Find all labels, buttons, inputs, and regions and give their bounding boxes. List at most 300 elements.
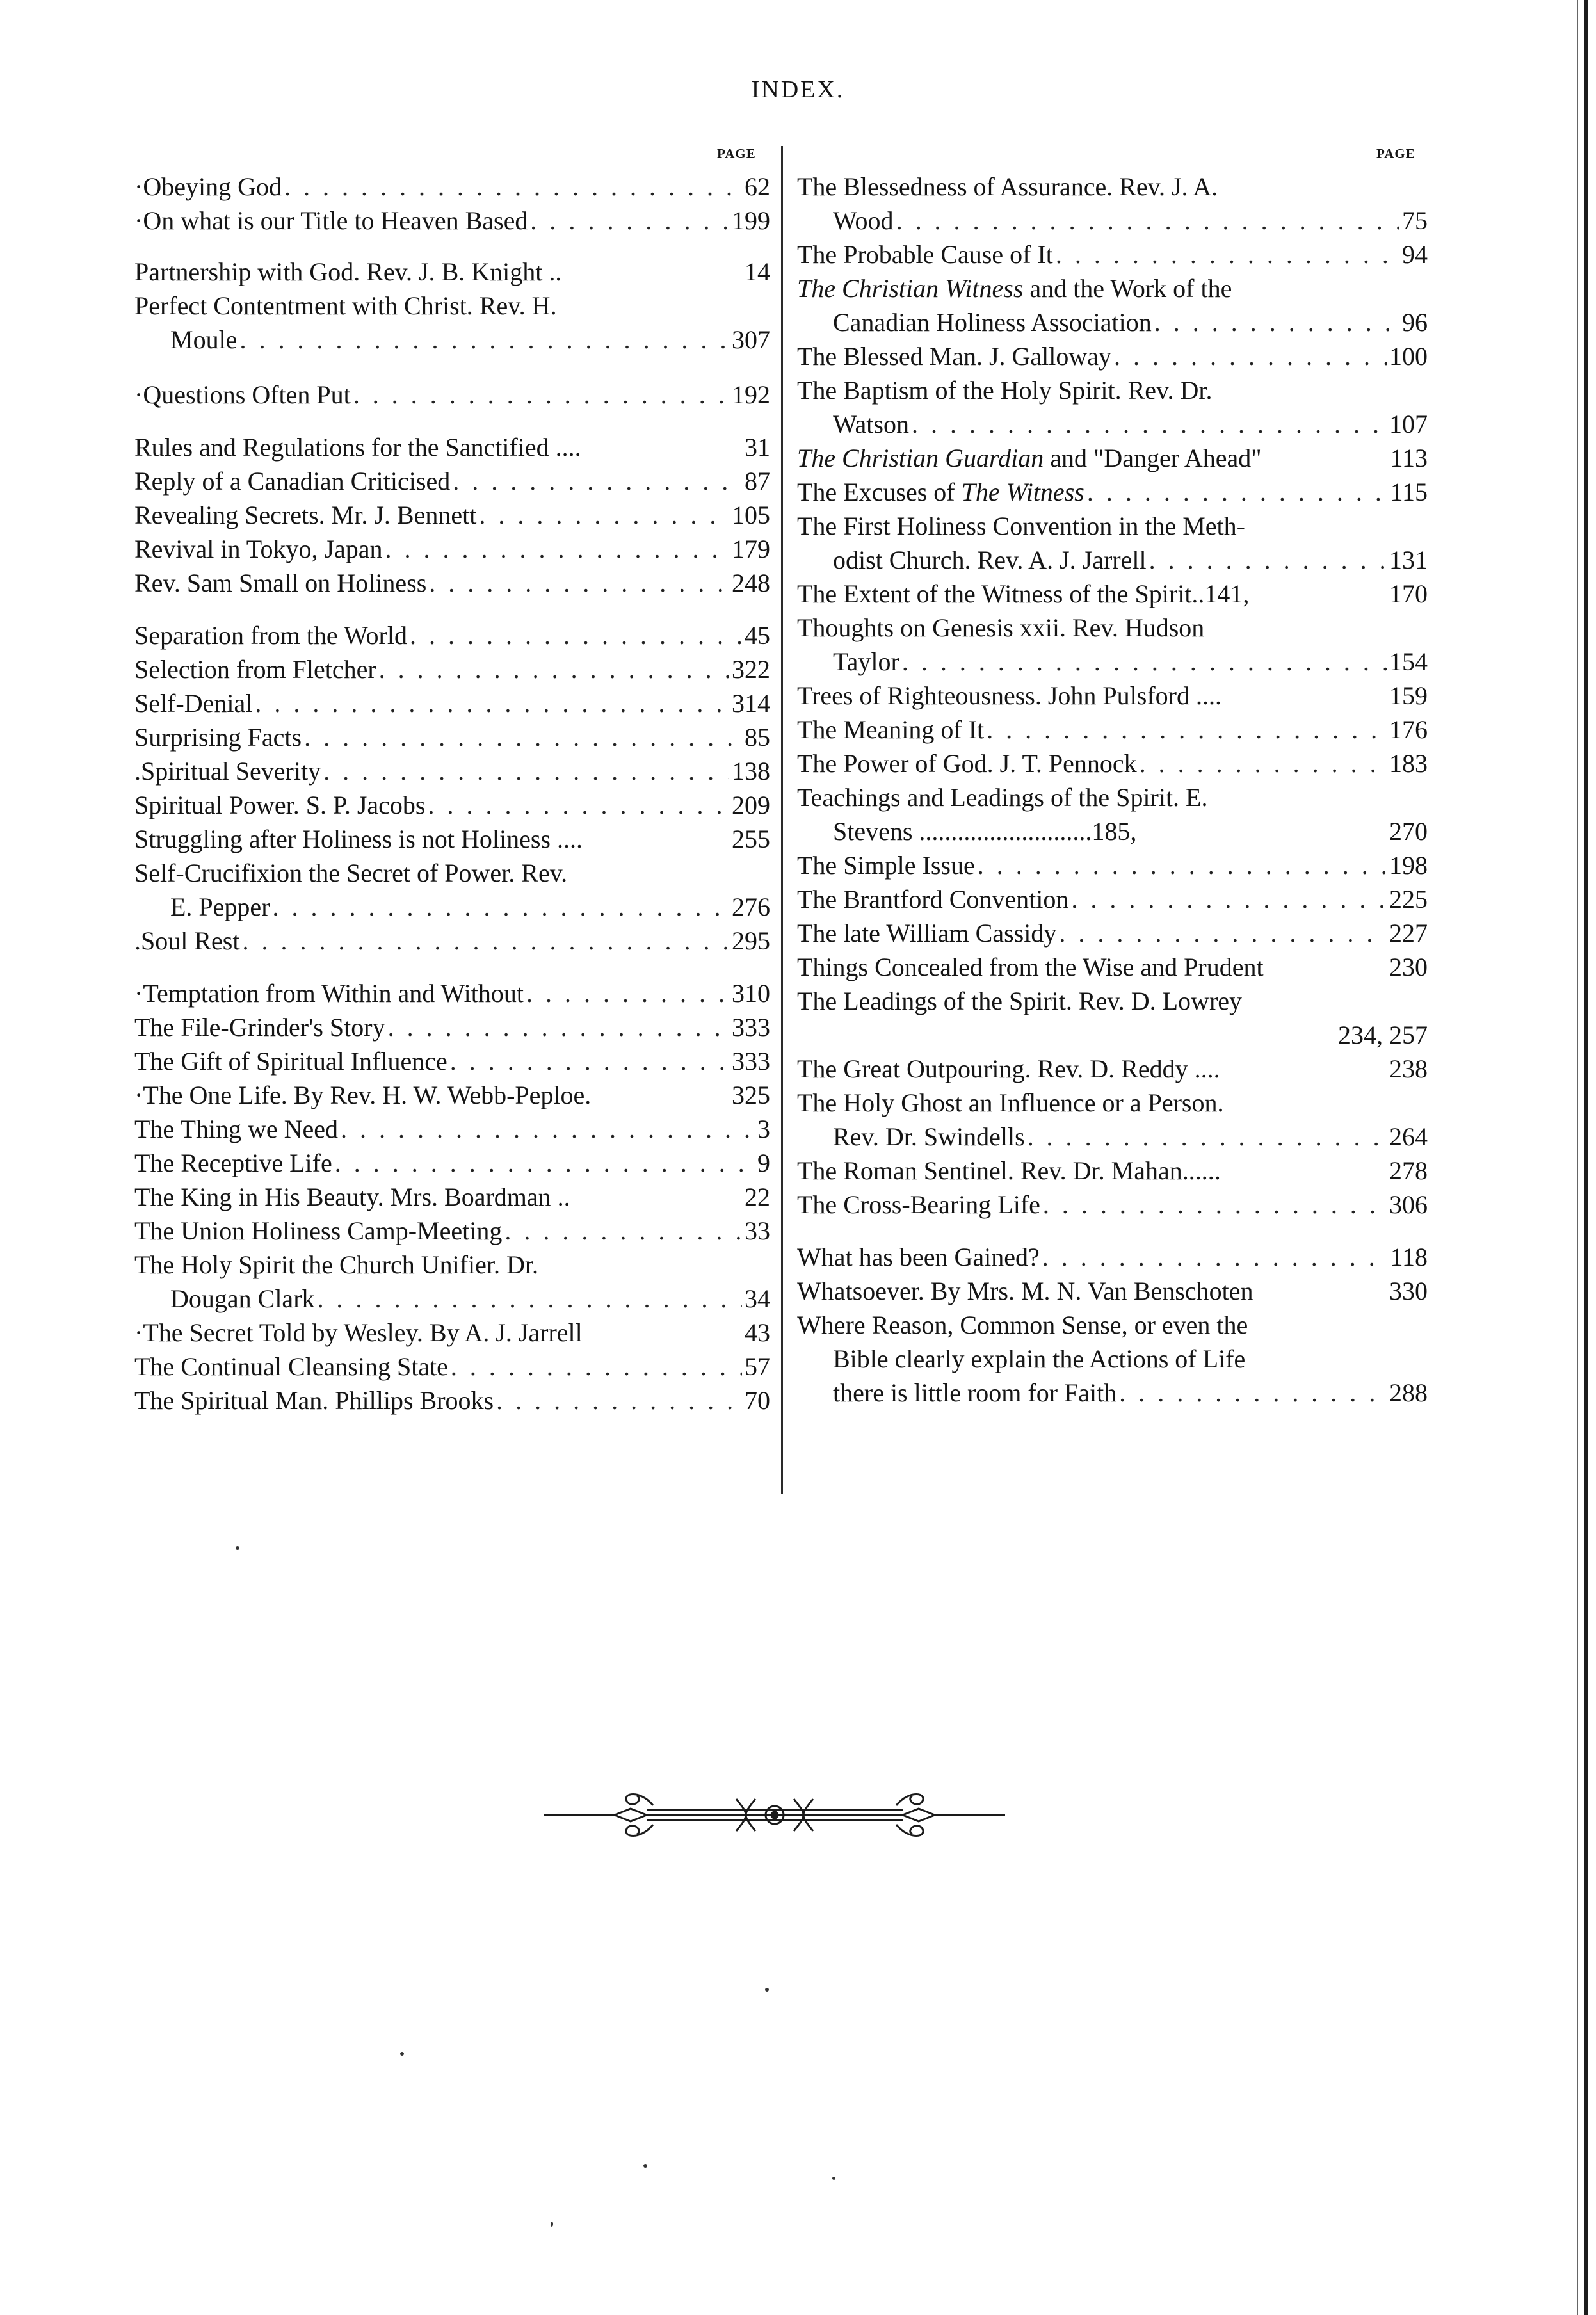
entry-title xyxy=(134,1078,591,1112)
entry-title xyxy=(797,950,1264,984)
entry-title xyxy=(797,814,1136,848)
entry-title-text: Dougan Clark xyxy=(170,1284,315,1313)
left-entry xyxy=(134,1180,770,1214)
page-edge-shadow xyxy=(1584,0,1588,2315)
entry-page-number: 14 xyxy=(745,257,770,286)
left-entry xyxy=(134,1214,770,1248)
right-entry xyxy=(797,814,1428,848)
entry-title-text: Self-Denial xyxy=(134,689,253,718)
column-divider xyxy=(781,146,783,1494)
left-entry xyxy=(134,856,770,890)
right-entry xyxy=(797,1086,1428,1120)
entry-title-text: Teachings and Leadings of the Spirit. E. xyxy=(797,783,1208,812)
entry-page-number: 333 xyxy=(732,1013,770,1042)
entry-title-text: The Extent of the Witness of the Spirit..141, xyxy=(797,579,1250,608)
entry-page-number: 3 xyxy=(757,1115,770,1143)
entry-title-text: The late William Cassidy xyxy=(797,919,1057,948)
entry-page-number: 227 xyxy=(1389,919,1428,948)
entry-page-number: 45 xyxy=(745,621,770,650)
dot-leader xyxy=(335,1146,755,1180)
right-entry xyxy=(797,441,1428,475)
entry-title-rest: and the Work of the xyxy=(1023,274,1232,303)
left-entry xyxy=(134,566,770,600)
right-entry xyxy=(797,407,1428,441)
right-entry xyxy=(797,271,1428,305)
right-entry xyxy=(797,645,1428,679)
speck xyxy=(551,2222,553,2227)
entry-title xyxy=(134,170,282,204)
entry-title xyxy=(134,686,252,720)
entry-title-text: The Simple Issue xyxy=(797,851,975,880)
entry-page-number: 100 xyxy=(1389,342,1428,371)
entry-title xyxy=(797,509,1245,543)
entry-title xyxy=(797,305,1152,339)
right-entry xyxy=(797,1018,1428,1052)
entry-page-number: 238 xyxy=(1389,1054,1428,1083)
entry-title xyxy=(134,788,425,822)
right-entry xyxy=(797,543,1428,577)
right-entry xyxy=(797,611,1428,645)
entry-title-text: What has been Gained? xyxy=(797,1243,1040,1271)
dot-leader xyxy=(1087,475,1388,509)
entry-title xyxy=(797,713,984,746)
left-entry xyxy=(134,464,770,498)
entry-title xyxy=(134,1350,448,1383)
entry-title-italic: The Christian Witness xyxy=(797,274,1024,303)
entry-title-text: .Soul Rest xyxy=(134,926,240,955)
entry-title xyxy=(797,1342,1245,1376)
entry-page-number: 70 xyxy=(745,1386,770,1415)
entry-page-number: 288 xyxy=(1389,1378,1428,1407)
entry-page-number: 34 xyxy=(745,1284,770,1313)
right-entry xyxy=(797,1154,1428,1188)
entry-title xyxy=(134,1282,315,1316)
dot-leader xyxy=(1140,746,1387,780)
entry-title-text: ·Questions Often Put xyxy=(134,380,351,409)
entry-title-text: Partnership with God. Rev. J. B. Knight .. xyxy=(134,257,562,286)
entry-page-number: 75 xyxy=(1402,206,1428,235)
entry-title-text: The First Holiness Convention in the Meth- xyxy=(797,512,1245,540)
entry-title xyxy=(134,566,426,600)
entry-title-text: Reply of a Canadian Criticised xyxy=(134,467,451,496)
right-entry xyxy=(797,509,1428,543)
left-entry xyxy=(134,1146,770,1180)
right-entry xyxy=(797,916,1428,950)
entry-title-text: Canadian Holiness Association xyxy=(833,308,1152,337)
entry-title-text: Selection from Fletcher xyxy=(134,655,376,684)
page-edge-line xyxy=(1577,0,1578,2315)
entry-page-number: 33 xyxy=(745,1216,770,1245)
entry-title xyxy=(134,532,383,566)
entry-title-text: E. Pepper xyxy=(170,892,270,921)
entry-page-number: 176 xyxy=(1389,715,1428,744)
speck xyxy=(643,2164,647,2168)
left-entry xyxy=(134,1112,770,1146)
dot-leader xyxy=(239,323,729,357)
entry-title-text: Self-Crucifixion the Secret of Power. Rev. xyxy=(134,859,568,887)
entry-title-text: Rev. Dr. Swindells xyxy=(833,1122,1025,1151)
entry-page-number: 264 xyxy=(1389,1122,1428,1151)
entry-title xyxy=(797,916,1056,950)
dot-leader xyxy=(530,204,729,238)
entry-title-text: The Great Outpouring. Rev. D. Reddy .... xyxy=(797,1054,1220,1083)
entry-title-text: ·The One Life. By Rev. H. W. Webb-Peploe. xyxy=(134,1081,592,1109)
right-entry xyxy=(797,950,1428,984)
entry-title-text: Taylor xyxy=(833,647,899,676)
left-entry xyxy=(134,652,770,686)
dot-leader xyxy=(379,652,729,686)
entry-title-text: The Power of God. J. T. Pennock xyxy=(797,749,1137,778)
entry-page-number: 330 xyxy=(1389,1277,1428,1305)
entry-title-text: The Brantford Convention xyxy=(797,885,1069,914)
right-entry xyxy=(797,170,1428,204)
right-entry xyxy=(797,882,1428,916)
right-entry xyxy=(797,1120,1428,1154)
entry-title xyxy=(797,1052,1220,1086)
entry-title xyxy=(797,1376,1116,1410)
right-entry xyxy=(797,577,1428,611)
entry-title-text: ·Temptation from Within and Without xyxy=(134,979,524,1008)
dot-leader xyxy=(451,1350,742,1383)
entry-title xyxy=(797,882,1068,916)
left-entry xyxy=(134,1078,770,1112)
entry-title-text: The Blessedness of Assurance. Rev. J. A. xyxy=(797,172,1218,201)
entry-title xyxy=(134,856,567,890)
entry-title xyxy=(797,170,1218,204)
entry-page-number: 170 xyxy=(1389,579,1428,608)
entry-page-number: 107 xyxy=(1389,410,1428,439)
entry-title xyxy=(134,618,407,652)
dot-leader xyxy=(242,924,729,958)
right-entry xyxy=(797,339,1428,373)
right-entry xyxy=(797,1052,1428,1086)
dot-leader xyxy=(526,976,729,1010)
entry-title-text: The Holy Spirit the Church Unifier. Dr. xyxy=(134,1250,539,1279)
entry-title xyxy=(797,1240,1040,1274)
entry-title xyxy=(797,848,975,882)
entry-page-number: 115 xyxy=(1390,478,1428,506)
dot-leader xyxy=(1114,339,1387,373)
left-entry xyxy=(134,289,770,323)
entry-page-number: 310 xyxy=(732,979,770,1008)
dot-leader xyxy=(978,848,1387,882)
right-entry xyxy=(797,373,1428,407)
dot-leader xyxy=(429,566,729,600)
dot-leader xyxy=(912,407,1387,441)
speck xyxy=(832,2177,835,2180)
left-entry xyxy=(134,924,770,958)
entry-title xyxy=(797,645,899,679)
entry-title xyxy=(134,1248,538,1282)
speck xyxy=(236,1546,239,1550)
entry-title-text: The Receptive Life xyxy=(134,1149,332,1177)
entry-title xyxy=(134,1214,502,1248)
entry-title xyxy=(797,238,1053,271)
page-title: INDEX. xyxy=(751,76,845,103)
entry-title xyxy=(797,204,894,238)
right-entry xyxy=(797,1308,1428,1342)
entry-title-text: The Holy Ghost an Influence or a Person. xyxy=(797,1088,1224,1117)
entry-page-number: 113 xyxy=(1390,444,1428,472)
entry-title-text: Where Reason, Common Sense, or even the xyxy=(797,1311,1248,1339)
speck xyxy=(765,1988,769,1992)
dot-leader xyxy=(255,686,729,720)
entry-title-text: The Baptism of the Holy Spirit. Rev. Dr. xyxy=(797,376,1213,405)
entry-title xyxy=(134,1010,385,1044)
right-entry xyxy=(797,204,1428,238)
left-entry xyxy=(134,1248,770,1282)
entry-title-text: .Spiritual Severity xyxy=(134,757,321,786)
dot-leader xyxy=(450,1044,729,1078)
entry-page-number: 209 xyxy=(732,791,770,819)
entry-page-number: 43 xyxy=(745,1318,770,1347)
left-entry xyxy=(134,430,770,464)
entry-title xyxy=(134,1044,447,1078)
left-entry xyxy=(134,1350,770,1383)
left-entry xyxy=(134,822,770,856)
entry-title-italic: The Christian Guardian xyxy=(797,444,1044,472)
dot-leader xyxy=(1043,1188,1387,1222)
entry-page-number: 314 xyxy=(732,689,770,718)
dot-leader xyxy=(1028,1120,1387,1154)
entry-title-rest: and "Danger Ahead" xyxy=(1044,444,1262,472)
entry-title-text: Moule xyxy=(170,325,238,354)
ornament-flourish xyxy=(544,1780,1005,1850)
entry-title-text: Wood xyxy=(833,206,894,235)
dot-leader xyxy=(273,890,729,924)
entry-title-text: The Leadings of the Spirit. Rev. D. Lowrey xyxy=(797,987,1243,1015)
entry-title-text: The Gift of Spiritual Influence xyxy=(134,1047,447,1076)
left-entry xyxy=(134,323,770,357)
left-entry xyxy=(134,378,770,412)
entry-title xyxy=(797,780,1207,814)
entry-page-number: 198 xyxy=(1389,851,1428,880)
entry-page-number: 131 xyxy=(1389,545,1428,574)
entry-page-number: 295 xyxy=(732,926,770,955)
entry-title-text: Trees of Righteousness. John Pulsford .... xyxy=(797,681,1221,710)
entry-title-text: The Thing we Need xyxy=(134,1115,339,1143)
dot-leader xyxy=(323,754,729,788)
entry-page-number: 276 xyxy=(732,892,770,921)
left-entry xyxy=(134,720,770,754)
entry-title-text: Surprising Facts xyxy=(134,723,302,752)
entry-page-number: 322 xyxy=(732,655,770,684)
entry-title-text: The Continual Cleansing State xyxy=(134,1352,448,1381)
entry-title xyxy=(134,1383,494,1417)
entry-page-number: 270 xyxy=(1389,817,1428,846)
right-entry xyxy=(797,848,1428,882)
dot-leader xyxy=(1149,543,1387,577)
entry-title-text: ·The Secret Told by Wesley. By A. J. Jarrell xyxy=(134,1318,583,1347)
entry-title xyxy=(797,1274,1253,1308)
entry-page-number: 179 xyxy=(732,535,770,563)
dot-leader xyxy=(1154,305,1399,339)
speck xyxy=(400,2052,404,2056)
dot-leader xyxy=(1059,916,1387,950)
entry-title xyxy=(134,1180,570,1214)
entry-page-number: 255 xyxy=(732,825,770,853)
right-entry xyxy=(797,238,1428,271)
entry-title-text: The Excuses of xyxy=(797,478,962,506)
entry-title xyxy=(134,652,376,686)
entry-title xyxy=(134,498,476,532)
right-entry xyxy=(797,679,1428,713)
entry-page-number: 105 xyxy=(732,501,770,529)
entry-title-text: ·On what is our Title to Heaven Based xyxy=(134,206,528,235)
dot-leader xyxy=(304,720,742,754)
entry-page-number: 234, 257 xyxy=(1338,1020,1428,1049)
left-entry xyxy=(134,532,770,566)
entry-page-number: 230 xyxy=(1389,953,1428,981)
entry-title xyxy=(797,1086,1223,1120)
entry-page-number: 159 xyxy=(1389,681,1428,710)
entry-title xyxy=(797,679,1221,713)
entry-title-text: ·Obeying God xyxy=(134,172,282,201)
entry-title xyxy=(797,407,909,441)
page-column-header-right: PAGE xyxy=(1376,146,1415,161)
entry-title-text: The Blessed Man. J. Galloway xyxy=(797,342,1112,371)
dot-leader xyxy=(341,1112,755,1146)
entry-title xyxy=(134,1316,583,1350)
left-entry xyxy=(134,204,770,238)
entry-title-text: Stevens ...........................185, xyxy=(833,817,1137,846)
left-entry xyxy=(134,890,770,924)
entry-title-text: The Cross-Bearing Life xyxy=(797,1190,1040,1219)
entry-title xyxy=(134,822,583,856)
entry-title-text: The Roman Sentinel. Rev. Dr. Mahan...... xyxy=(797,1156,1221,1185)
entry-title-text: Separation from the World xyxy=(134,621,407,650)
entry-title xyxy=(797,611,1204,645)
right-entry xyxy=(797,475,1428,509)
entry-title-text: Struggling after Holiness is not Holiness .... xyxy=(134,825,583,853)
entry-page-number: 9 xyxy=(757,1149,770,1177)
entry-title-text: Whatsoever. By Mrs. M. N. Van Benschoten xyxy=(797,1277,1253,1305)
right-entry xyxy=(797,305,1428,339)
entry-title xyxy=(797,1308,1248,1342)
entry-title-text: Revealing Secrets. Mr. J. Bennett xyxy=(134,501,477,529)
dot-leader xyxy=(385,532,729,566)
entry-title xyxy=(134,1112,338,1146)
entry-title xyxy=(797,1188,1040,1222)
entry-title xyxy=(797,441,1262,475)
entry-title xyxy=(134,289,557,323)
entry-page-number: 192 xyxy=(732,380,770,409)
entry-title-text: there is little room for Faith xyxy=(833,1378,1117,1407)
entry-title xyxy=(797,984,1242,1018)
dot-leader xyxy=(1071,882,1387,916)
entry-title xyxy=(134,976,524,1010)
left-entry xyxy=(134,788,770,822)
dot-leader xyxy=(1056,238,1399,271)
dot-leader xyxy=(987,713,1387,746)
right-entry xyxy=(797,984,1428,1018)
entry-title xyxy=(134,1146,332,1180)
entry-title-text: The Probable Cause of It xyxy=(797,240,1053,269)
entry-page-number: 248 xyxy=(732,569,770,597)
entry-title xyxy=(797,475,1084,509)
entry-title-text: Bible clearly explain the Actions of Life xyxy=(833,1344,1246,1373)
entry-title-text: Things Concealed from the Wise and Prudent xyxy=(797,953,1264,981)
entry-page-number: 199 xyxy=(732,206,770,235)
dot-leader xyxy=(479,498,729,532)
entry-page-number: 278 xyxy=(1389,1156,1428,1185)
entry-title-text: Revival in Tokyo, Japan xyxy=(134,535,383,563)
entry-title-text: odist Church. Rev. A. J. Jarrell xyxy=(833,545,1147,574)
left-entry xyxy=(134,1282,770,1316)
entry-title xyxy=(134,464,450,498)
entry-title-text: Rules and Regulations for the Sanctified .... xyxy=(134,433,581,462)
entry-title xyxy=(797,746,1137,780)
entry-page-number: 183 xyxy=(1389,749,1428,778)
dot-leader xyxy=(284,170,742,204)
entry-title-italic: The Witness xyxy=(961,478,1084,506)
left-entry xyxy=(134,1044,770,1078)
entry-title xyxy=(797,1120,1025,1154)
entry-title xyxy=(134,204,528,238)
left-entry xyxy=(134,754,770,788)
entry-page-number: 87 xyxy=(745,467,770,496)
entry-title xyxy=(134,378,351,412)
entry-title-text: The King in His Beauty. Mrs. Boardman .. xyxy=(134,1182,570,1211)
entry-title-text: Rev. Sam Small on Holiness xyxy=(134,569,427,597)
left-entry xyxy=(134,1316,770,1350)
entry-page-number: 225 xyxy=(1389,885,1428,914)
entry-title xyxy=(134,754,321,788)
right-entry xyxy=(797,1274,1428,1308)
entry-title xyxy=(134,890,270,924)
entry-title xyxy=(134,430,581,464)
entry-page-number: 138 xyxy=(732,757,770,786)
right-entry xyxy=(797,713,1428,746)
entry-page-number: 307 xyxy=(732,325,770,354)
entry-title-text: The Union Holiness Camp-Meeting xyxy=(134,1216,503,1245)
entry-page-number: 333 xyxy=(732,1047,770,1076)
entry-page-number: 94 xyxy=(1402,240,1428,269)
left-entry xyxy=(134,170,770,204)
dot-leader xyxy=(410,618,742,652)
entry-title-text: Thoughts on Genesis xxii. Rev. Hudson xyxy=(797,613,1205,642)
dot-leader xyxy=(318,1282,742,1316)
dot-leader xyxy=(1042,1240,1388,1274)
left-entry xyxy=(134,1010,770,1044)
entry-title xyxy=(134,924,239,958)
entry-page-number: 306 xyxy=(1389,1190,1428,1219)
left-entry xyxy=(134,686,770,720)
left-entry xyxy=(134,618,770,652)
entry-title xyxy=(797,543,1147,577)
entry-title-text: The Meaning of It xyxy=(797,715,985,744)
right-entry xyxy=(797,1376,1428,1410)
entry-title-text: Watson xyxy=(833,410,909,439)
entry-title xyxy=(797,271,1232,305)
dot-leader xyxy=(1119,1376,1387,1410)
entry-title xyxy=(797,1154,1221,1188)
entry-title xyxy=(797,577,1249,611)
page-column-header-left: PAGE xyxy=(717,146,756,161)
dot-leader xyxy=(504,1214,742,1248)
entry-title-text: The File-Grinder's Story xyxy=(134,1013,385,1042)
entry-page-number: 62 xyxy=(745,172,770,201)
entry-page-number: 154 xyxy=(1389,647,1428,676)
left-entry xyxy=(134,1383,770,1417)
entry-title-text: Perfect Contentment with Christ. Rev. H. xyxy=(134,291,557,320)
entry-page-number: 22 xyxy=(745,1182,770,1211)
right-entry xyxy=(797,746,1428,780)
dot-leader xyxy=(902,645,1387,679)
entry-title-text: The Spiritual Man. Phillips Brooks xyxy=(134,1386,494,1415)
dot-leader xyxy=(428,788,729,822)
entry-page-number: 96 xyxy=(1402,308,1428,337)
